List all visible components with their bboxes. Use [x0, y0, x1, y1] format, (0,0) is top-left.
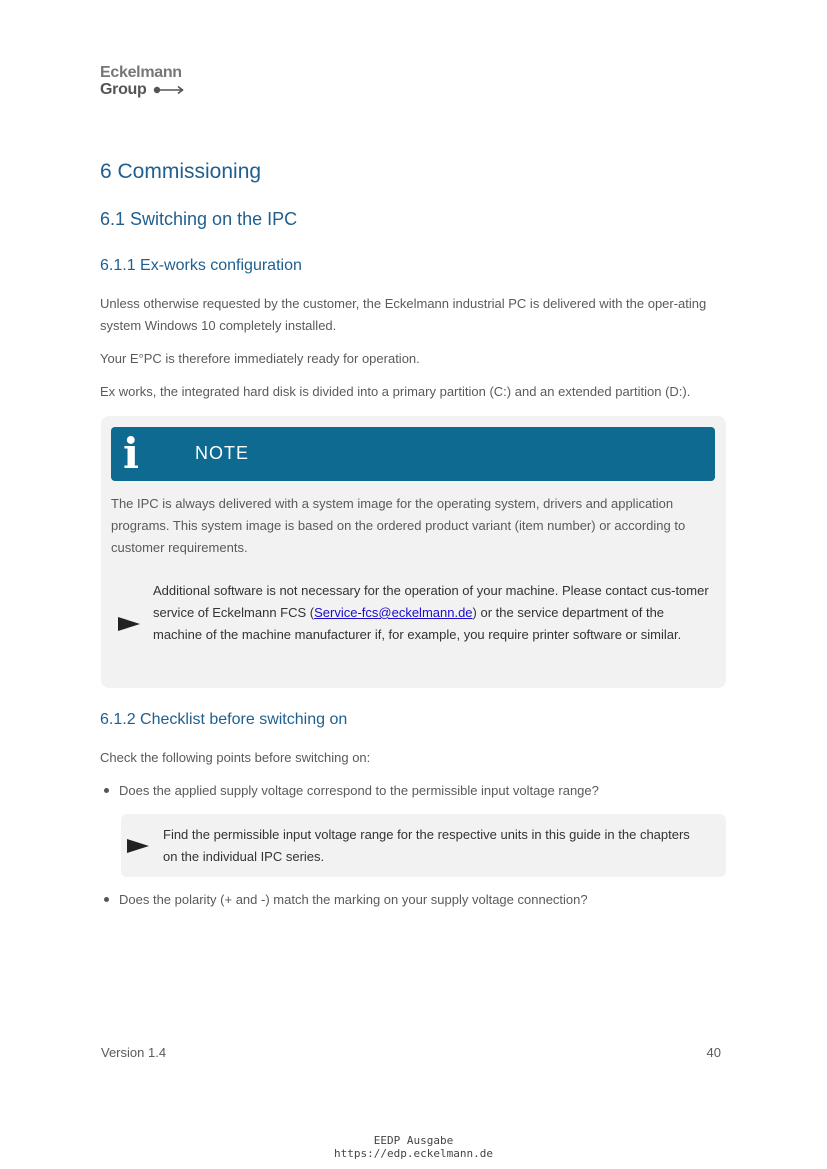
arrow-right-icon	[118, 617, 140, 631]
paragraph-delivery: Unless otherwise requested by the customer, the Eckelmann industrial PC is delivered with the oper-ating system Windows 10 completely installed.	[100, 296, 707, 333]
service-email-link[interactable]: Service-fcs@eckelmann.de	[314, 605, 473, 620]
subsection-title-ex-works: 6.1.1 Ex-works configuration	[100, 257, 302, 274]
hint-text-end: ) or the service department of the machine of the machine manufacturer if, for example, you require printer software or similar.	[153, 605, 682, 642]
arrow-right-icon	[127, 839, 149, 853]
logo-arrow-icon	[153, 85, 185, 95]
info-icon: i	[123, 429, 139, 478]
chapter-title: 6 Commissioning	[100, 160, 262, 183]
checklist-intro: Check the following points before switching on:	[100, 750, 371, 765]
company-logo	[100, 64, 185, 98]
list-item: Does the polarity (+ and -) match the marking on your supply voltage connection?	[104, 890, 588, 910]
paragraph-ready: Your E°PC is therefore immediately ready for operation.	[100, 351, 420, 366]
note-hint	[153, 580, 713, 646]
paragraph-partition: Ex works, the integrated hard disk is divided into a primary partition (C:) and an extended partition (D:).	[100, 384, 691, 399]
note-body: The IPC is always delivered with a system image for the operating system, drivers and application programs. This system image is based on the ordered product variant (item number) or according to customer requirements.	[111, 496, 686, 555]
note-header	[111, 427, 715, 481]
bullet-icon	[104, 897, 109, 902]
section-title: 6.1 Switching on the IPC	[100, 209, 298, 229]
stamp-line-1: EEDP Ausgabe	[373, 1134, 454, 1147]
tip-text: Find the permissible input voltage range for the respective units in this guide in the chapters on the individual IPC series.	[163, 827, 690, 864]
hint-text-start: Additional software is not necessary for the operation of your machine. Please contact cus-tomer service of Eckelmann FCS (	[153, 583, 709, 620]
logo-line-2: Group	[100, 81, 147, 98]
subsection-title-checklist: 6.1.2 Checklist before switching on	[100, 711, 348, 728]
list-item: Does the applied supply voltage correspond to the permissible input voltage range?	[104, 781, 599, 801]
footer-version: Version 1.4	[101, 1045, 167, 1060]
stamp-line-2: https://edp.eckelmann.de	[334, 1147, 493, 1160]
source-stamp	[0, 1134, 827, 1160]
bullet-icon	[104, 788, 109, 793]
page-number: 40	[706, 1045, 721, 1060]
logo-line-1: Eckelmann	[100, 64, 182, 81]
note-title: NOTE	[195, 443, 250, 463]
